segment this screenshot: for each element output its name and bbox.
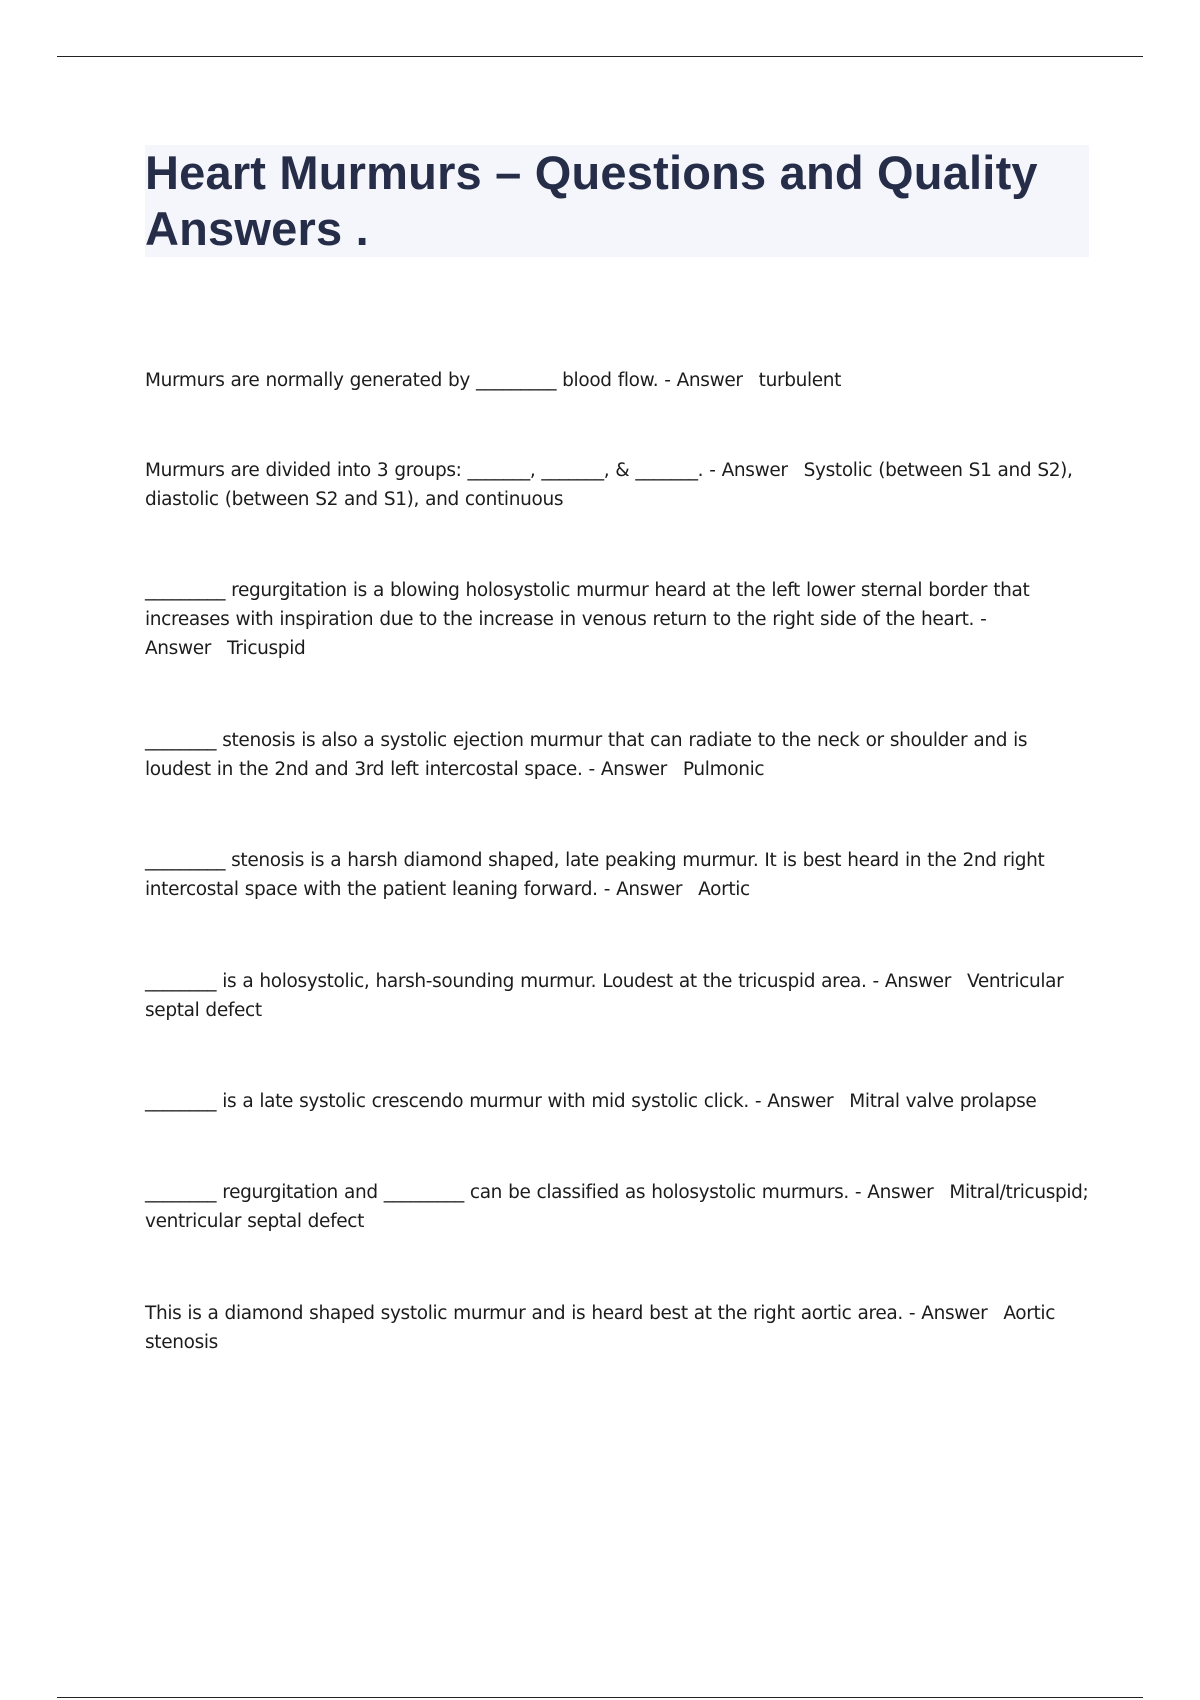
qa-item-4: [145, 726, 1090, 784]
qa-question: ________ stenosis is also a systolic ejection murmur that can radiate to the neck or shoulder and is loudest in the 2nd and 3rd left intercostal space. - Answer: [145, 729, 1028, 780]
qa-answer: Aortic stenosis: [145, 1302, 1056, 1353]
qa-answer: Ventricular septal defect: [145, 970, 1064, 1021]
qa-question: This is a diamond shaped systolic murmur and is heard best at the right aortic area. - Answer: [145, 1302, 988, 1324]
qa-answer: Aortic: [698, 878, 750, 900]
qa-item-6: [145, 967, 1090, 1025]
page-bottom-rule: [57, 1697, 1143, 1698]
page-top-rule: [57, 56, 1143, 57]
qa-question: ________ regurgitation and _________ can be classified as holosystolic murmurs. - Answer: [145, 1181, 934, 1203]
qa-item-9: [145, 1299, 1090, 1357]
qa-question: Murmurs are normally generated by _________ blood flow. - Answer: [145, 369, 743, 391]
qa-item-7: [145, 1087, 1090, 1116]
qa-answer: turbulent: [758, 369, 842, 391]
qa-question: _________ stenosis is a harsh diamond shaped, late peaking murmur. It is best heard in the 2nd right intercostal space with the patient leaning forward. - Answer: [145, 849, 1045, 900]
qa-item-2: [145, 456, 1090, 514]
qa-question: ________ is a holosystolic, harsh-sounding murmur. Loudest at the tricuspid area. - Answer: [145, 970, 951, 992]
qa-answer: Pulmonic: [682, 758, 765, 780]
qa-answer: Systolic (between S1 and S2), diastolic (between S2 and S1), and continuous: [145, 459, 1073, 510]
qa-answer: Tricuspid: [227, 637, 306, 659]
qa-question: ________ is a late systolic crescendo murmur with mid systolic click. - Answer: [145, 1090, 834, 1112]
qa-answer: Mitral/tricuspid; ventricular septal defect: [145, 1181, 1089, 1232]
title-block: [145, 145, 1089, 257]
qa-question: _________ regurgitation is a blowing holosystolic murmur heard at the left lower sternal border that increases with inspiration due to the increase in venous return to the right side of the heart. - Answer: [145, 579, 1030, 659]
document-title: Heart Murmurs – Questions and Quality Answers .: [145, 146, 1038, 255]
qa-item-8: [145, 1178, 1090, 1236]
qa-item-1: [145, 366, 1090, 395]
qa-item-5: [145, 846, 1090, 904]
qa-item-3: [145, 576, 1090, 663]
qa-answer: Mitral valve prolapse: [849, 1090, 1037, 1112]
qa-question: Murmurs are divided into 3 groups: _______, _______, & _______. - Answer: [145, 459, 788, 481]
